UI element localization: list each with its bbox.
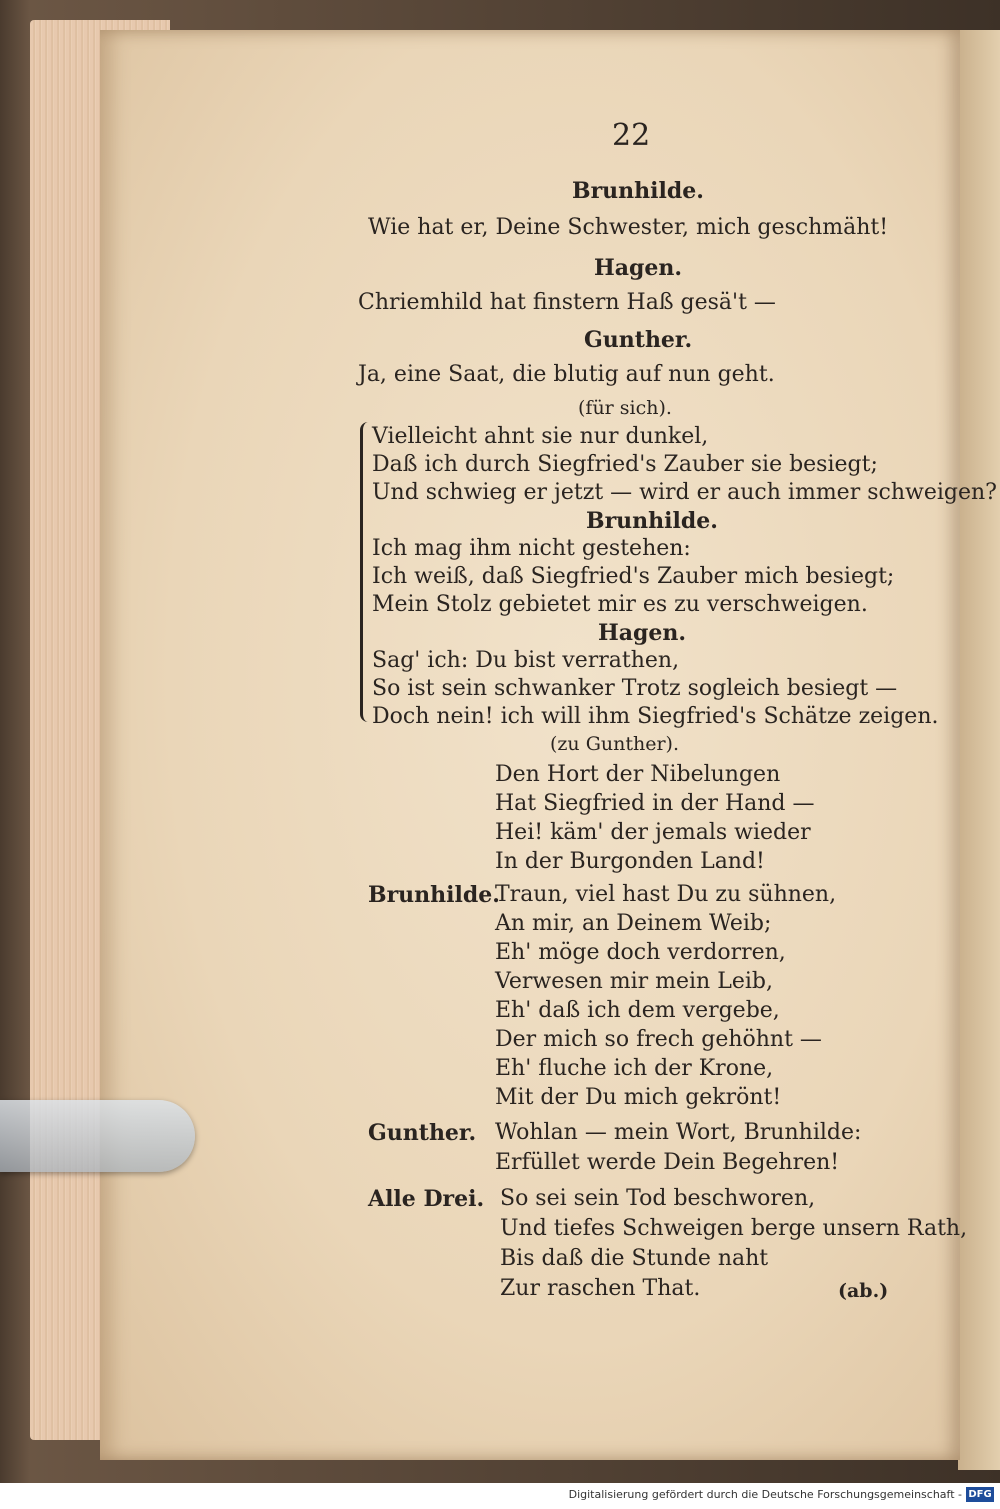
footer-credit: Digitalisierung gefördert durch die Deutsche Forschungsgemeinschaft - (568, 1488, 962, 1501)
verse-line: Mit der Du mich gekrönt! (495, 1085, 782, 1110)
speaker-label: Alle Drei. (368, 1186, 485, 1212)
verse-line: Wohlan — mein Wort, Brunhilde: (495, 1120, 862, 1145)
verse-line: Hat Siegfried in der Hand — (495, 791, 815, 816)
speaker-heading: Hagen. (598, 620, 687, 646)
stage-direction: (ab.) (838, 1280, 889, 1302)
verse-line: Verwesen mir mein Leib, (495, 969, 773, 994)
verse-line: Bis daß die Stunde naht (500, 1246, 769, 1271)
page-number: 22 (612, 118, 651, 153)
verse-line: Hei! käm' der jemals wieder (495, 820, 811, 845)
page-holder-clip (0, 1100, 195, 1172)
verse-line: Und schwieg er jetzt — wird er auch immer schweigen? (372, 480, 997, 505)
verse-line: Doch nein! ich will ihm Siegfried's Schätze zeigen. (372, 704, 939, 729)
verse-line: Chriemhild hat finstern Haß gesä't — (358, 290, 776, 315)
speaker-heading: Gunther. (584, 327, 693, 353)
verse-line: Ich mag ihm nicht gestehen: (372, 536, 691, 561)
verse-line: Eh' möge doch verdorren, (495, 940, 786, 965)
verse-line: So sei sein Tod beschworen, (500, 1186, 816, 1211)
speaker-label: Gunther. (368, 1120, 477, 1146)
verse-line: An mir, an Deinem Weib; (495, 911, 772, 936)
stage-direction: (für sich). (578, 397, 672, 419)
verse-line: Daß ich durch Siegfried's Zauber sie besiegt; (372, 452, 878, 477)
speaker-label: Brunhilde. (368, 882, 500, 908)
dfg-logo: DFG (966, 1487, 994, 1502)
verse-line: In der Burgonden Land! (495, 849, 765, 874)
verse-line: Der mich so frech gehöhnt — (495, 1027, 822, 1052)
verse-line: Eh' fluche ich der Krone, (495, 1056, 774, 1081)
facing-page-edge (958, 30, 1000, 1470)
speaker-heading: Brunhilde. (586, 508, 718, 534)
verse-line: Ich weiß, daß Siegfried's Zauber mich besiegt; (372, 564, 895, 589)
speaker-heading: Hagen. (594, 255, 683, 281)
verse-line: Wie hat er, Deine Schwester, mich geschmäht! (368, 215, 889, 240)
verse-line: So ist sein schwanker Trotz sogleich besiegt — (372, 676, 898, 701)
stage-direction: (zu Gunther). (550, 733, 680, 755)
verse-line: Erfüllet werde Dein Begehren! (495, 1150, 840, 1175)
verse-line: Zur raschen That. (500, 1276, 701, 1301)
verse-line: Eh' daß ich dem vergebe, (495, 998, 780, 1023)
verse-line: Und tiefes Schweigen berge unsern Rath, (500, 1216, 968, 1241)
verse-line: Mein Stolz gebietet mir es zu verschweigen. (372, 592, 868, 617)
verse-line: Sag' ich: Du bist verrathen, (372, 648, 680, 673)
verse-line: Traun, viel hast Du zu sühnen, (495, 882, 837, 907)
verse-line: Den Hort der Nibelungen (495, 762, 781, 787)
speaker-heading: Brunhilde. (572, 178, 704, 204)
verse-line: Vielleicht ahnt sie nur dunkel, (372, 424, 709, 449)
verse-line: Ja, eine Saat, die blutig auf nun geht. (358, 362, 775, 387)
